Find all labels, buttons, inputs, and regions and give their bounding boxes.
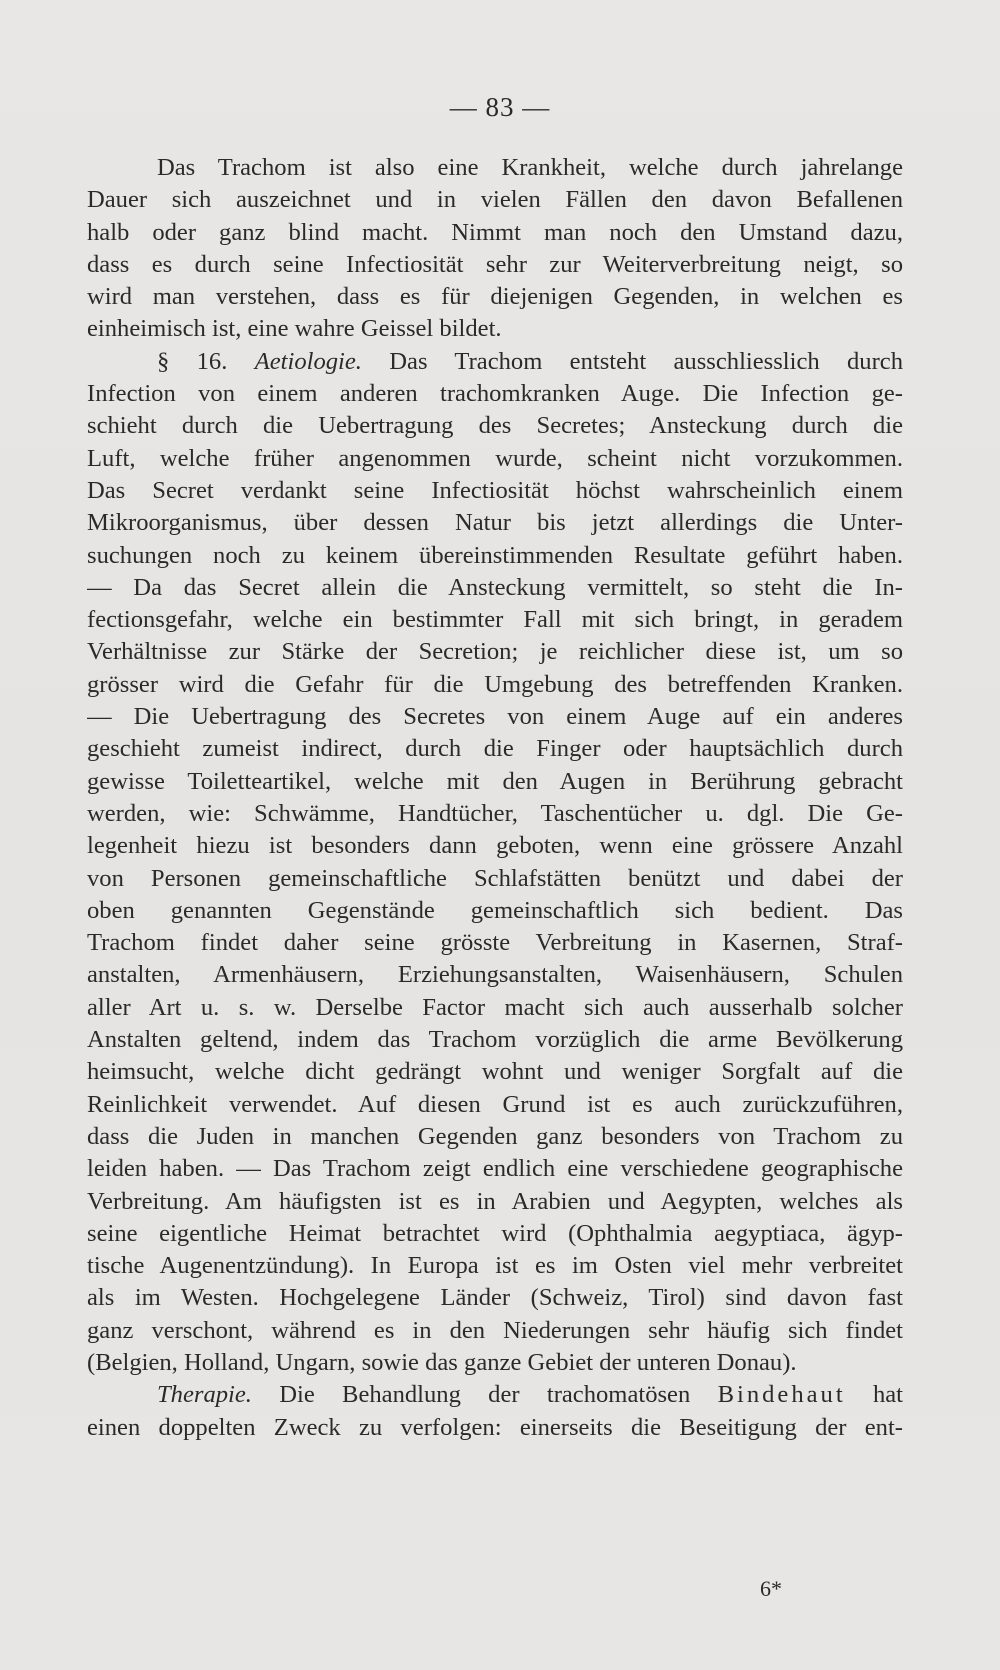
body-text xyxy=(87,152,903,1444)
text-line: suchungen noch zu keinem übereinstimmenden Resultate geführt haben. xyxy=(87,541,903,569)
therapy-heading-line xyxy=(87,1379,903,1411)
spaced-term: Bindehaut xyxy=(717,1381,846,1409)
section-title: Aetiologie. xyxy=(254,347,362,375)
section-number: § 16. xyxy=(157,347,228,375)
text-line: tische Augenentzündung). In Europa ist es im Osten viel mehr verbreitet xyxy=(87,1252,903,1280)
text-line: Mikroorganismus, über dessen Natur bis jetzt allerdings die Unter- xyxy=(87,509,903,537)
text-line: dass die Juden in manchen Gegenden ganz besonders von Trachom zu xyxy=(87,1122,903,1150)
text-line: wird man verstehen, dass es für diejenigen Gegenden, in welchen es xyxy=(87,283,903,311)
text-line: schieht durch die Uebertragung des Secretes; Ansteckung durch die xyxy=(87,412,903,440)
signature-mark: 6* xyxy=(760,1576,782,1601)
text-line: gewisse Toiletteartikel, welche mit den Augen in Berührung gebracht xyxy=(87,767,903,795)
text-line: geschieht zumeist indirect, durch die Finger oder hauptsächlich durch xyxy=(87,735,903,763)
text-line: anstalten, Armenhäusern, Erziehungsanstalten, Waisenhäusern, Schulen xyxy=(87,961,903,989)
text-line: ganz verschont, während es in den Niederungen sehr häufig sich findet xyxy=(87,1316,903,1344)
text-line: seine eigentliche Heimat betrachtet wird (Ophthalmia aegyptiaca, ägyp- xyxy=(87,1219,903,1247)
page-number: — 83 — xyxy=(449,92,551,122)
text-line: Luft, welche früher angenommen wurde, scheint nicht vorzukommen. xyxy=(87,444,903,472)
text-line: heimsucht, welche dicht gedrängt wohnt und weniger Sorgfalt auf die xyxy=(87,1058,903,1086)
text-line: Das Secret verdankt seine Infectiosität höchst wahrscheinlich einem xyxy=(87,476,903,504)
text-line: einen doppelten Zweck zu verfolgen: einerseits die Beseitigung der ent- xyxy=(87,1413,903,1441)
text-line: Anstalten geltend, indem das Trachom vorzüglich die arme Bevölkerung xyxy=(87,1026,903,1054)
text-line: Trachom findet daher seine grösste Verbreitung in Kasernen, Straf- xyxy=(87,929,903,957)
text-line: oben genannten Gegenstände gemeinschaftlich sich bedient. Das xyxy=(87,896,903,924)
text-line: Das Trachom ist also eine Krankheit, welche durch jahrelange xyxy=(157,154,903,181)
text-line: aller Art u. s. w. Derselbe Factor macht sich auch ausserhalb solcher xyxy=(87,993,903,1021)
therapy-title: Therapie. xyxy=(157,1381,252,1409)
text-line: — Die Uebertragung des Secretes von einem Auge auf ein anderes xyxy=(87,703,903,731)
text-line: als im Westen. Hochgelegene Länder (Schweiz, Tirol) sind davon fast xyxy=(87,1284,903,1312)
text-run: hat xyxy=(872,1381,903,1409)
section-heading-line xyxy=(87,346,903,378)
text-line: legenheit hiezu ist besonders dann geboten, wenn eine grössere Anzahl xyxy=(87,832,903,860)
text-line: fectionsgefahr, welche ein bestimmter Fall mit sich bringt, in geradem xyxy=(87,606,903,634)
text-run: Das Trachom entsteht ausschliesslich durch xyxy=(389,347,903,375)
text-run: Die Behandlung der trachomatösen xyxy=(279,1381,691,1409)
text-line: Verbreitung. Am häufigsten ist es in Arabien und Aegypten, welches als xyxy=(87,1187,903,1215)
text-line: leiden haben. — Das Trachom zeigt endlich eine verschiedene geographische xyxy=(87,1155,903,1183)
text-line: grösser wird die Gefahr für die Umgebung des betreffenden Kranken. xyxy=(87,670,903,698)
text-line: einheimisch ist, eine wahre Geissel bildet. xyxy=(87,315,502,343)
text-line: von Personen gemeinschaftliche Schlafstätten benützt und dabei der xyxy=(87,864,903,892)
text-line: halb oder ganz blind macht. Nimmt man noch den Umstand dazu, xyxy=(87,218,903,246)
text-line: werden, wie: Schwämme, Handtücher, Taschentücher u. dgl. Die Ge- xyxy=(87,799,903,827)
text-line: — Da das Secret allein die Ansteckung vermittelt, so steht die In- xyxy=(87,573,903,601)
text-line: Dauer sich auszeichnet und in vielen Fällen den davon Befallenen xyxy=(87,186,903,214)
text-line: dass es durch seine Infectiosität sehr zur Weiterverbreitung neigt, so xyxy=(87,250,903,278)
text-line: Infection von einem anderen trachomkranken Auge. Die Infection ge- xyxy=(87,380,903,408)
text-line: Verhältnisse zur Stärke der Secretion; je reichlicher diese ist, um so xyxy=(87,638,903,666)
text-line: (Belgien, Holland, Ungarn, sowie das ganze Gebiet der unteren Donau). xyxy=(87,1348,797,1376)
text-line: Reinlichkeit verwendet. Auf diesen Grund ist es auch zurückzuführen, xyxy=(87,1090,903,1118)
